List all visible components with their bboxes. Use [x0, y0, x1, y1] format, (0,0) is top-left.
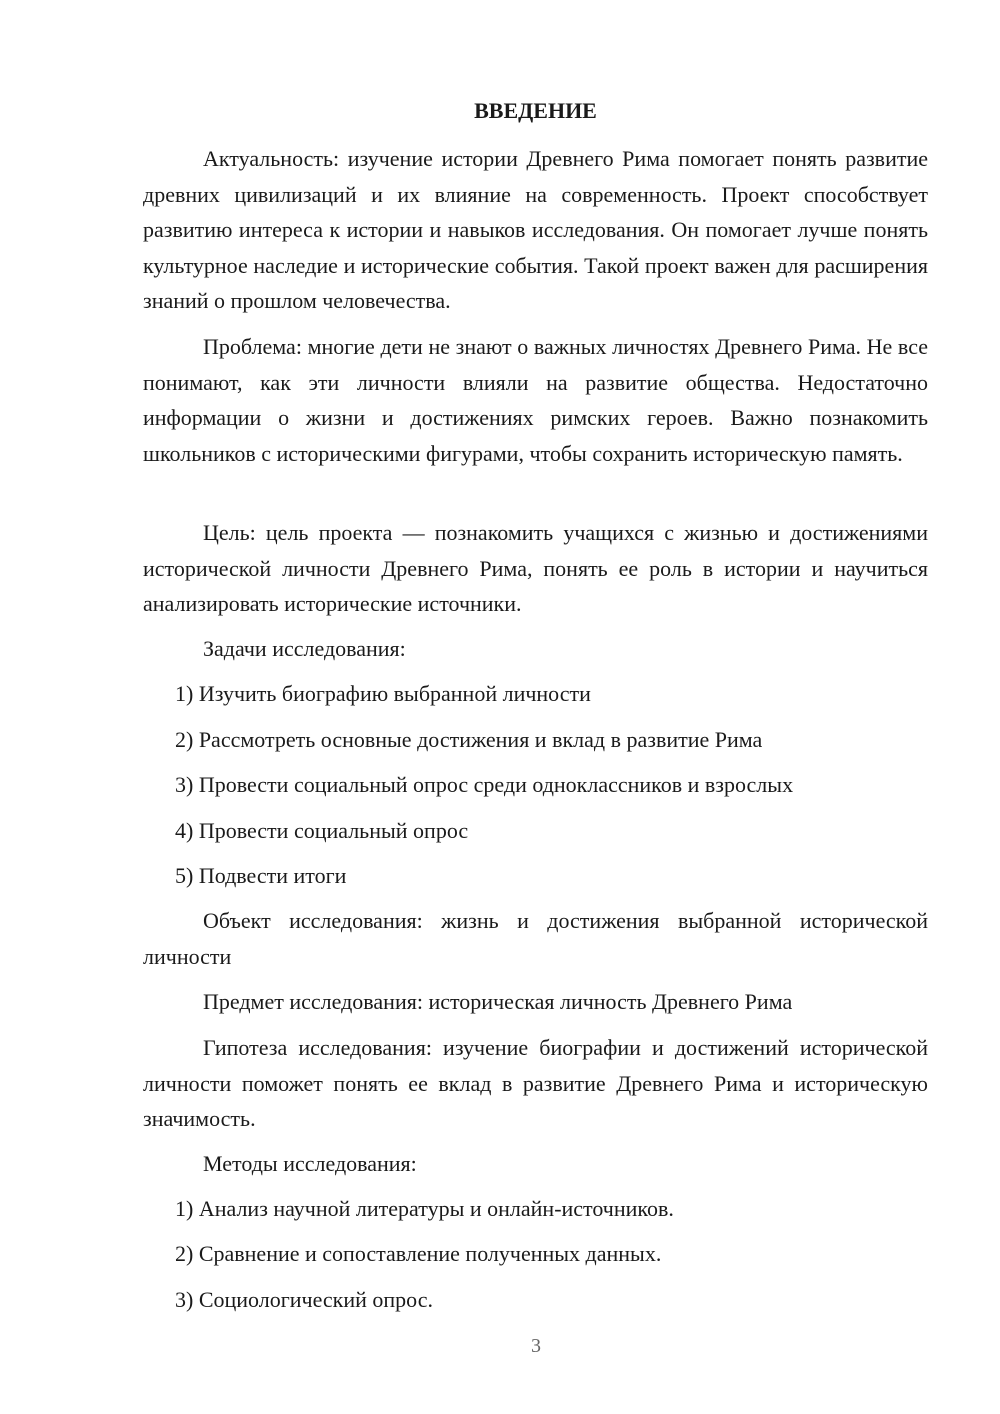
task-item: 3) Провести социальный опрос среди одноклассников и взрослых — [175, 772, 794, 797]
task-item: 2) Рассмотреть основные достижения и вклад в развитие Рима — [175, 727, 763, 752]
methods-heading: Методы исследования: — [203, 1151, 417, 1176]
paragraph-relevance: Актуальность: изучение истории Древнего Рима помогает понять развитие древних цивилизаций и их влияние на современность. Проект способствует развитию интереса к истории и навыков исследования. Он помогает лучше понять культурное наследие и исторические события. Такой проект важен для расширения знаний о прошлом человечества. — [143, 146, 928, 313]
paragraph-goal: Цель: цель проекта — познакомить учащихся с жизнью и достижениями исторической личности Древнего Рима, понять ее роль в истории и научиться анализировать исторические источники. — [143, 520, 928, 616]
task-item: 5) Подвести итоги — [175, 863, 347, 888]
page-title: ВВЕДЕНИЕ — [474, 98, 597, 123]
page-number: 3 — [531, 1335, 541, 1357]
tasks-heading: Задачи исследования: — [203, 636, 406, 661]
method-item: 3) Социологический опрос. — [175, 1287, 433, 1312]
method-item: 2) Сравнение и сопоставление полученных данных. — [175, 1241, 662, 1266]
task-item: 4) Провести социальный опрос — [175, 818, 469, 843]
paragraph-hypothesis: Гипотеза исследования: изучение биографии и достижений исторической личности поможет понять ее вклад в развитие Древнего Рима и историческую значимость. — [143, 1035, 928, 1131]
paragraph-object: Объект исследования: жизнь и достижения выбранной исторической личности — [143, 908, 928, 969]
paragraph-subject: Предмет исследования: историческая личность Древнего Рима — [203, 989, 793, 1014]
paragraph-problem: Проблема: многие дети не знают о важных личностях Древнего Рима. Не все понимают, как эти личности влияли на развитие общества. Недостаточно информации о жизни и достижениях римских героев. Важно познакомить школьников с историческими фигурами, чтобы сохранить историческую память. — [143, 334, 928, 466]
task-item: 1) Изучить биографию выбранной личности — [175, 681, 591, 706]
method-item: 1) Анализ научной литературы и онлайн-источников. — [175, 1196, 674, 1221]
